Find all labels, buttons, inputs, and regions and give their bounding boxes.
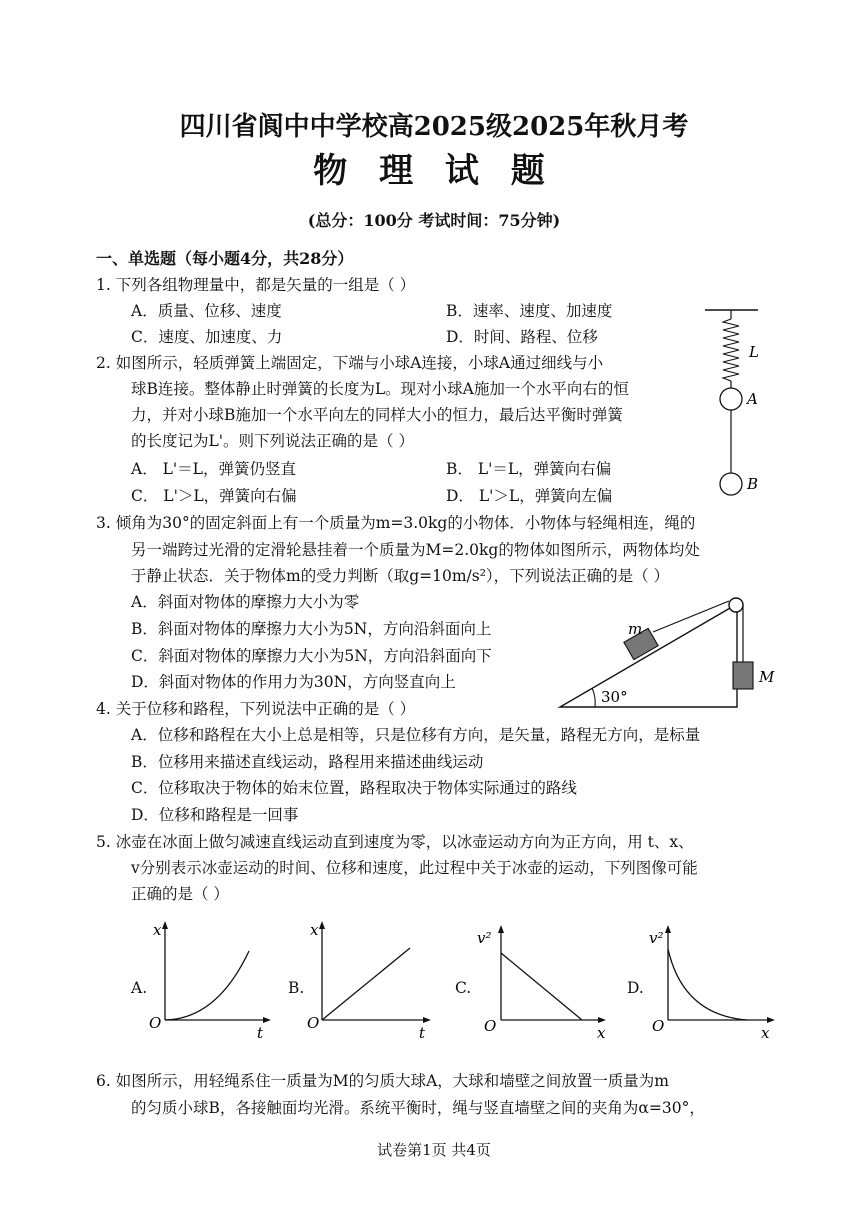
q4-option-c: C．位移取决于物体的始末位置，路程取决于物体实际通过的路线 [131,779,577,797]
q4-option-a: A．位移和路程在大小上总是相等，只是位移有方向，是矢量，路程无方向，是标量 [131,726,701,744]
q1-option-b: B．速率、速度、加速度 [446,302,613,320]
block-big-m-label: M [759,668,775,686]
graph-a-curve [165,951,249,1020]
q5-line-1: 5. 冰壶在冰面上做匀减速直线运动直到速度为零，以冰壶运动方向为正方向，用 t、x、 [96,833,694,851]
graph-b-line [322,948,410,1020]
q1-stem: 1. 下列各组物理量中，都是矢量的一组是（ ） [96,276,416,294]
graph-c-option: C. [455,979,472,997]
graph-c-line [501,953,582,1020]
q3-option-a: A．斜面对物体的摩擦力大小为零 [131,593,360,611]
graph-c-origin: O [484,1017,497,1035]
exam-title: 四川省阆中中学校高2025级2025年秋月考 [179,112,689,142]
graph-a-ylabel: x [153,921,162,939]
block-m-label: m [628,620,643,638]
q4-stem: 4. 关于位移和路程，下列说法中正确的是（ ） [96,700,416,718]
q2-option-a: A． L'＝L，弹簧仍竖直 [131,460,296,478]
graph-b [305,915,435,1045]
graph-d-origin: O [652,1017,665,1035]
q6-line-1: 6. 如图所示，用轻绳系住一质量为M的匀质大球A，大球和墙壁之间放置一质量为m [96,1072,669,1090]
q2-option-b: B． L'＝L，弹簧向右偏 [446,460,612,478]
q2-line-3: 力，并对小球B施加一个水平向左的同样大小的恒力，最后达平衡时弹簧 [131,406,623,424]
graph-d [645,915,785,1045]
q5-line-3: 正确的是（ ） [131,885,229,903]
ball-b-label: B [747,475,759,493]
q3-option-d: D．斜面对物体的作用力为30N，方向竖直向上 [131,673,456,691]
q5-line-2: v分别表示冰壶运动的时间、位移和速度，此过程中关于冰壶的运动，下列图像可能 [131,859,698,877]
q3-line-2: 另一端跨过光滑的定滑轮悬挂着一个质量为M=2.0kg的物体如图所示，两物体均处 [131,541,700,559]
q3-option-c: C．斜面对物体的摩擦力大小为5N，方向沿斜面向下 [131,647,492,665]
q4-option-b: B．位移用来描述直线运动，路程用来描述曲线运动 [131,753,484,771]
graph-c-xlabel: x [597,1024,606,1042]
q1-option-d: D．时间、路程、位移 [446,328,598,346]
graph-d-option: D. [627,979,644,997]
graph-a-option: A. [131,979,148,997]
graph-a [145,915,275,1045]
graph-b-xlabel: t [419,1024,426,1042]
q1-option-c: C．速度、加速度、力 [131,328,283,346]
q6-line-2: 的匀质小球B，各接触面均光滑。系统平衡时，绳与竖直墙壁之间的夹角为α=30°， [131,1099,705,1117]
q3-option-b: B．斜面对物体的摩擦力大小为5N，方向沿斜面向上 [131,620,492,638]
q3-line-3: 于静止状态．关于物体m的受力判断（取g=10m/s²），下列说法正确的是（ ） [131,567,670,585]
angle-label: 30° [601,688,628,706]
page-footer: 试卷第1页 共4页 [377,1141,491,1159]
section-heading: 一、单选题（每小题4分，共28分） [96,249,354,268]
spring-label: L [749,343,759,361]
q2-line-4: 的长度记为L'。则下列说法正确的是（ ） [131,432,414,450]
graph-b-option: B. [288,979,305,997]
graph-c [474,915,614,1045]
graph-b-origin: O [307,1014,320,1032]
q2-line-2: 球B连接。整体静止时弹簧的长度为L。现对小球A施加一个水平向右的恒 [131,380,629,398]
graph-d-ylabel: v² [649,929,664,947]
subject-title: 物 理 试 题 [313,151,555,191]
graph-d-xlabel: x [761,1024,770,1042]
q3-line-1: 3. 倾角为30°的固定斜面上有一个质量为m=3.0kg的小物体．小物体与轻绳相连，绳的 [96,514,696,532]
ball-a-label: A [747,390,758,408]
spring-ball-figure [700,305,780,500]
incline-pulley-figure [555,592,785,712]
q2-option-c: C． L'＞L，弹簧向右偏 [131,487,297,505]
graph-d-curve [668,949,747,1020]
q2-line-1: 2. 如图所示，轻质弹簧上端固定，下端与小球A连接，小球A通过细线与小 [96,354,604,372]
graph-a-origin: O [149,1014,162,1032]
graph-a-xlabel: t [257,1024,264,1042]
graph-c-ylabel: v² [477,929,492,947]
graph-b-ylabel: x [310,921,319,939]
q1-option-a: A．质量、位移、速度 [131,302,282,320]
q2-option-d: D． L'＞L，弹簧向左偏 [446,487,613,505]
exam-info: (总分：100分 考试时间：75分钟) [307,211,561,230]
q4-option-d: D．位移和路程是一回事 [131,806,299,824]
